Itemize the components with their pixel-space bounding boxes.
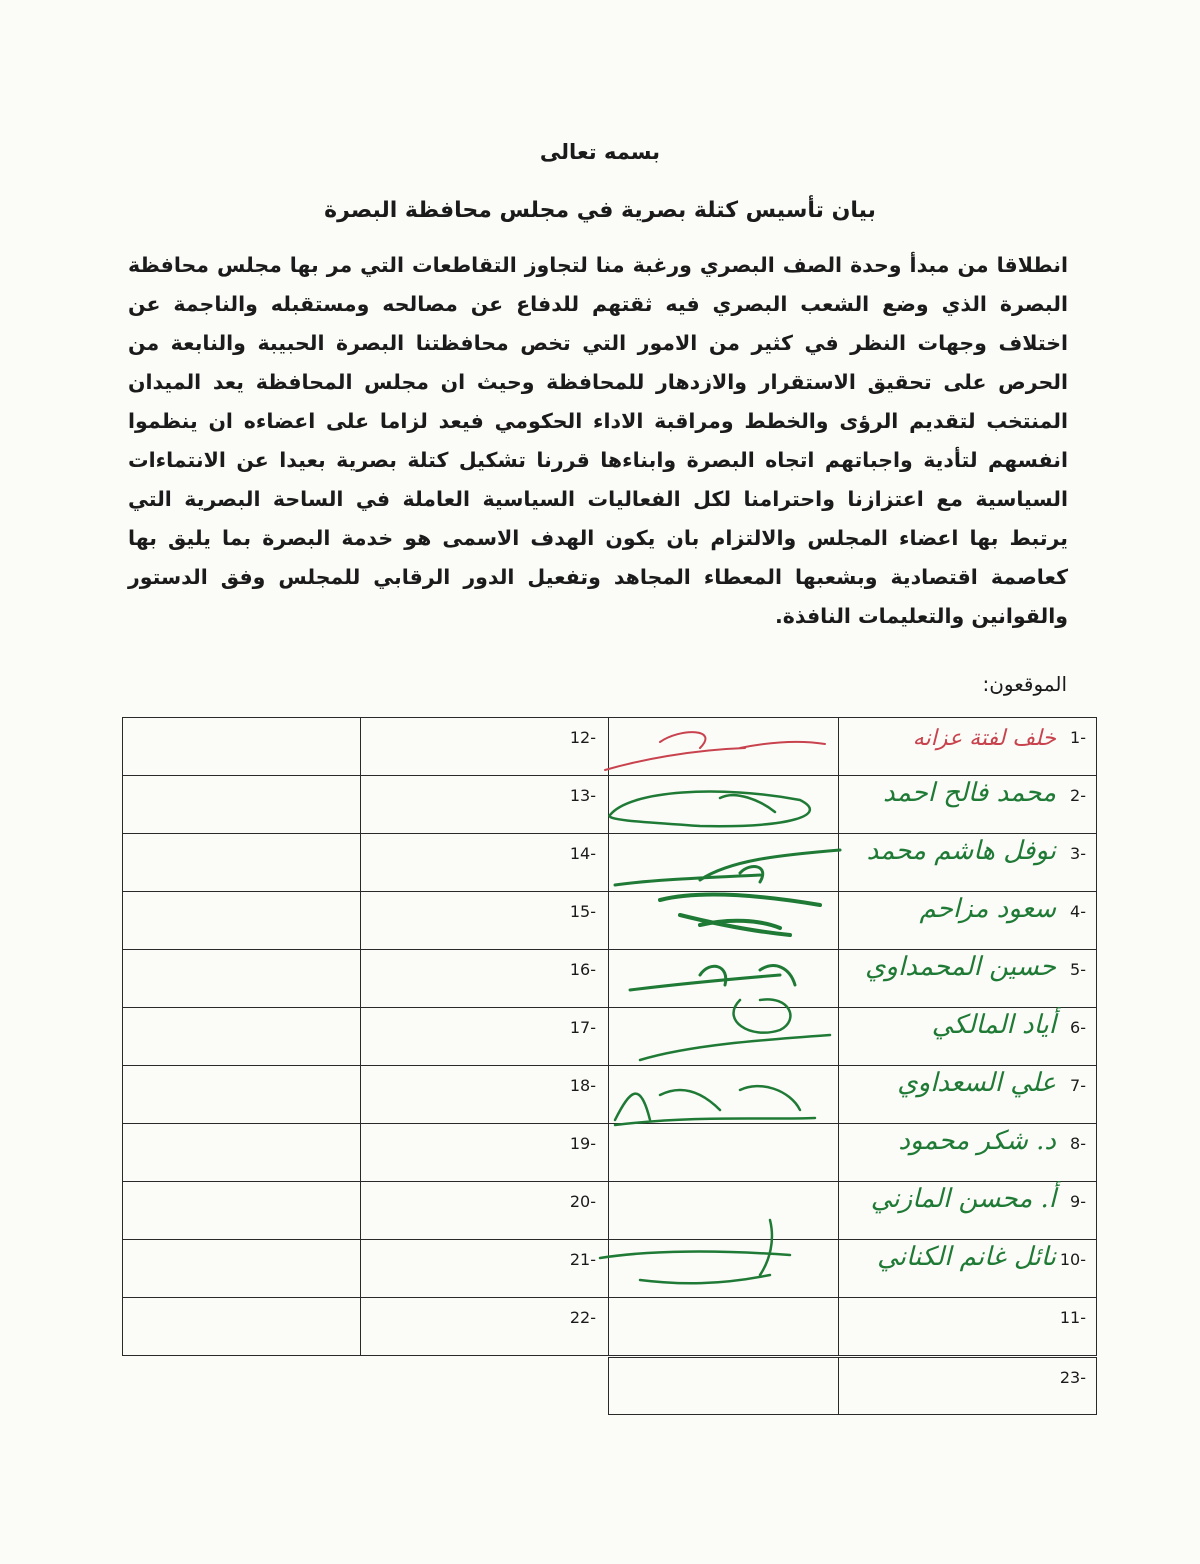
- signatory-name: خلف لفتة عزانه: [912, 726, 1056, 751]
- row-number: 4-: [1070, 902, 1086, 921]
- table-row: [123, 834, 1097, 892]
- name-cell: [839, 892, 1097, 950]
- name-cell: [839, 718, 1097, 776]
- name-cell: [839, 1240, 1097, 1298]
- signatures-table-extra: [608, 1357, 1097, 1415]
- signatories-label: الموقعون:: [982, 672, 1067, 696]
- empty-cell: [123, 776, 361, 834]
- table-row: [123, 776, 1097, 834]
- signature-cell: [609, 776, 839, 834]
- table-row: [123, 1182, 1097, 1240]
- row-number: 10-: [1059, 1250, 1086, 1269]
- empty-cell: [123, 1240, 361, 1298]
- signatory-name: د. شكر محمود: [898, 1126, 1056, 1156]
- number-cell: [361, 1124, 609, 1182]
- signatory-name: علي السعداوي: [897, 1068, 1056, 1098]
- name-cell: [839, 1008, 1097, 1066]
- row-number: 7-: [1070, 1076, 1086, 1095]
- empty-cell: [123, 1008, 361, 1066]
- signatory-name: أ. محسن المازني: [870, 1184, 1056, 1214]
- number-cell: [361, 1008, 609, 1066]
- table-row: [609, 1358, 1097, 1415]
- name-cell: [839, 1124, 1097, 1182]
- row-number: 12-: [569, 728, 596, 747]
- row-number: 15-: [569, 902, 596, 921]
- statement-paragraph: انطلاقا من مبدأ وحدة الصف البصري ورغبة منا لتجاوز التقاطعات التي مر بها مجلس محافظة البصرة الذي وضع الشعب البصري فيه ثقتهم للدفاع عن مصالحه ومستقبله والناجمة عن اختلاف وجهات النظر في كثير من الامور التي تخص محافظتنا البصرة الحبيبة والنابعة من الحرص على تحقيق الاستقرار والازدهار للمحافظة وحيث ان مجلس المحافظة يعد الميدان المنتخب لتقديم الرؤى والخطط ومراقبة الاداء الحكومي فيعد لزاما على اعضاءه ان ينظموا انفسهم لتأدية واجباتهم اتجاه البصرة وابناءها قررنا تشكيل كتلة بصرية بعيدا عن الانتماءات السياسية مع اعتزازنا واحترامنا لكل الفعاليات السياسية العاملة في الساحة البصرية التي يرتبط بها اعضاء المجلس والالتزام بان يكون الهدف الاسمى هو خدمة البصرة بما يليق بها كعاصمة اقتصادية وبشعبها المعطاء المجاهد وتفعيل الدور الرقابي للمجلس وفق الدستور والقوانين والتعليمات النافذة.: [128, 253, 1068, 628]
- number-cell: [361, 1298, 609, 1356]
- table-row: [123, 1298, 1097, 1356]
- row-number: 19-: [569, 1134, 596, 1153]
- table-row: [123, 718, 1097, 776]
- signatory-name: نائل غانم الكناني: [877, 1242, 1056, 1272]
- row-number: 16-: [569, 960, 596, 979]
- row-number: 9-: [1070, 1192, 1086, 1211]
- row-number: 6-: [1070, 1018, 1086, 1037]
- row-number: 5-: [1070, 960, 1086, 979]
- number-cell: [361, 776, 609, 834]
- row-number: 14-: [569, 844, 596, 863]
- row-number: 13-: [569, 786, 596, 805]
- name-cell: [839, 1298, 1097, 1356]
- row-number: 18-: [569, 1076, 596, 1095]
- signature-cell: [609, 834, 839, 892]
- number-cell: [361, 834, 609, 892]
- signatory-name: أياد المالكي: [931, 1010, 1056, 1040]
- table-row: [123, 1124, 1097, 1182]
- row-number: 3-: [1070, 844, 1086, 863]
- signature-cell: [609, 718, 839, 776]
- name-cell: [839, 1182, 1097, 1240]
- empty-cell: [123, 892, 361, 950]
- row-number: 22-: [569, 1308, 596, 1327]
- table-row: [123, 1240, 1097, 1298]
- table-row: [123, 892, 1097, 950]
- empty-cell: [123, 1066, 361, 1124]
- table-row: [123, 1066, 1097, 1124]
- signatures-table: [122, 717, 1097, 1356]
- empty-cell: [123, 1124, 361, 1182]
- number-cell: [361, 1182, 609, 1240]
- empty-cell: [123, 834, 361, 892]
- signatory-name: سعود مزاحم: [919, 894, 1056, 924]
- row-number: 2-: [1070, 786, 1086, 805]
- invocation-heading: بسمه تعالى: [539, 140, 661, 164]
- signature-cell: [609, 1182, 839, 1240]
- signature-cell: [609, 950, 839, 1008]
- empty-cell: [123, 1298, 361, 1356]
- row-number: 21-: [569, 1250, 596, 1269]
- row-number: 23-: [1059, 1368, 1086, 1387]
- row-number: 8-: [1070, 1134, 1086, 1153]
- signature-cell: [609, 1358, 839, 1415]
- row-number: 17-: [569, 1018, 596, 1037]
- number-cell: [361, 718, 609, 776]
- row-number: 1-: [1070, 728, 1086, 747]
- signatory-name: نوفل هاشم محمد: [866, 836, 1056, 866]
- empty-cell: [123, 718, 361, 776]
- signature-cell: [609, 1066, 839, 1124]
- row-number: 11-: [1059, 1308, 1086, 1327]
- signature-cell: [609, 1240, 839, 1298]
- signature-cell: [609, 1298, 839, 1356]
- signature-cell: [609, 1008, 839, 1066]
- signature-cell: [609, 1124, 839, 1182]
- name-cell: [839, 834, 1097, 892]
- table-row: [123, 950, 1097, 1008]
- number-cell: [361, 1240, 609, 1298]
- signature-cell: [609, 892, 839, 950]
- signatory-name: حسين المحمداوي: [865, 952, 1056, 982]
- empty-cell: [123, 1182, 361, 1240]
- row-number: 20-: [569, 1192, 596, 1211]
- name-cell: [839, 776, 1097, 834]
- document-title: بيان تأسيس كتلة بصرية في مجلس محافظة البصرة: [324, 198, 876, 223]
- signatory-name: محمد فالح احمد: [883, 778, 1056, 808]
- name-cell: [839, 1358, 1097, 1415]
- name-cell: [839, 1066, 1097, 1124]
- number-cell: [361, 950, 609, 1008]
- number-cell: [361, 892, 609, 950]
- name-cell: [839, 950, 1097, 1008]
- number-cell: [361, 1066, 609, 1124]
- empty-cell: [123, 950, 361, 1008]
- table-row: [123, 1008, 1097, 1066]
